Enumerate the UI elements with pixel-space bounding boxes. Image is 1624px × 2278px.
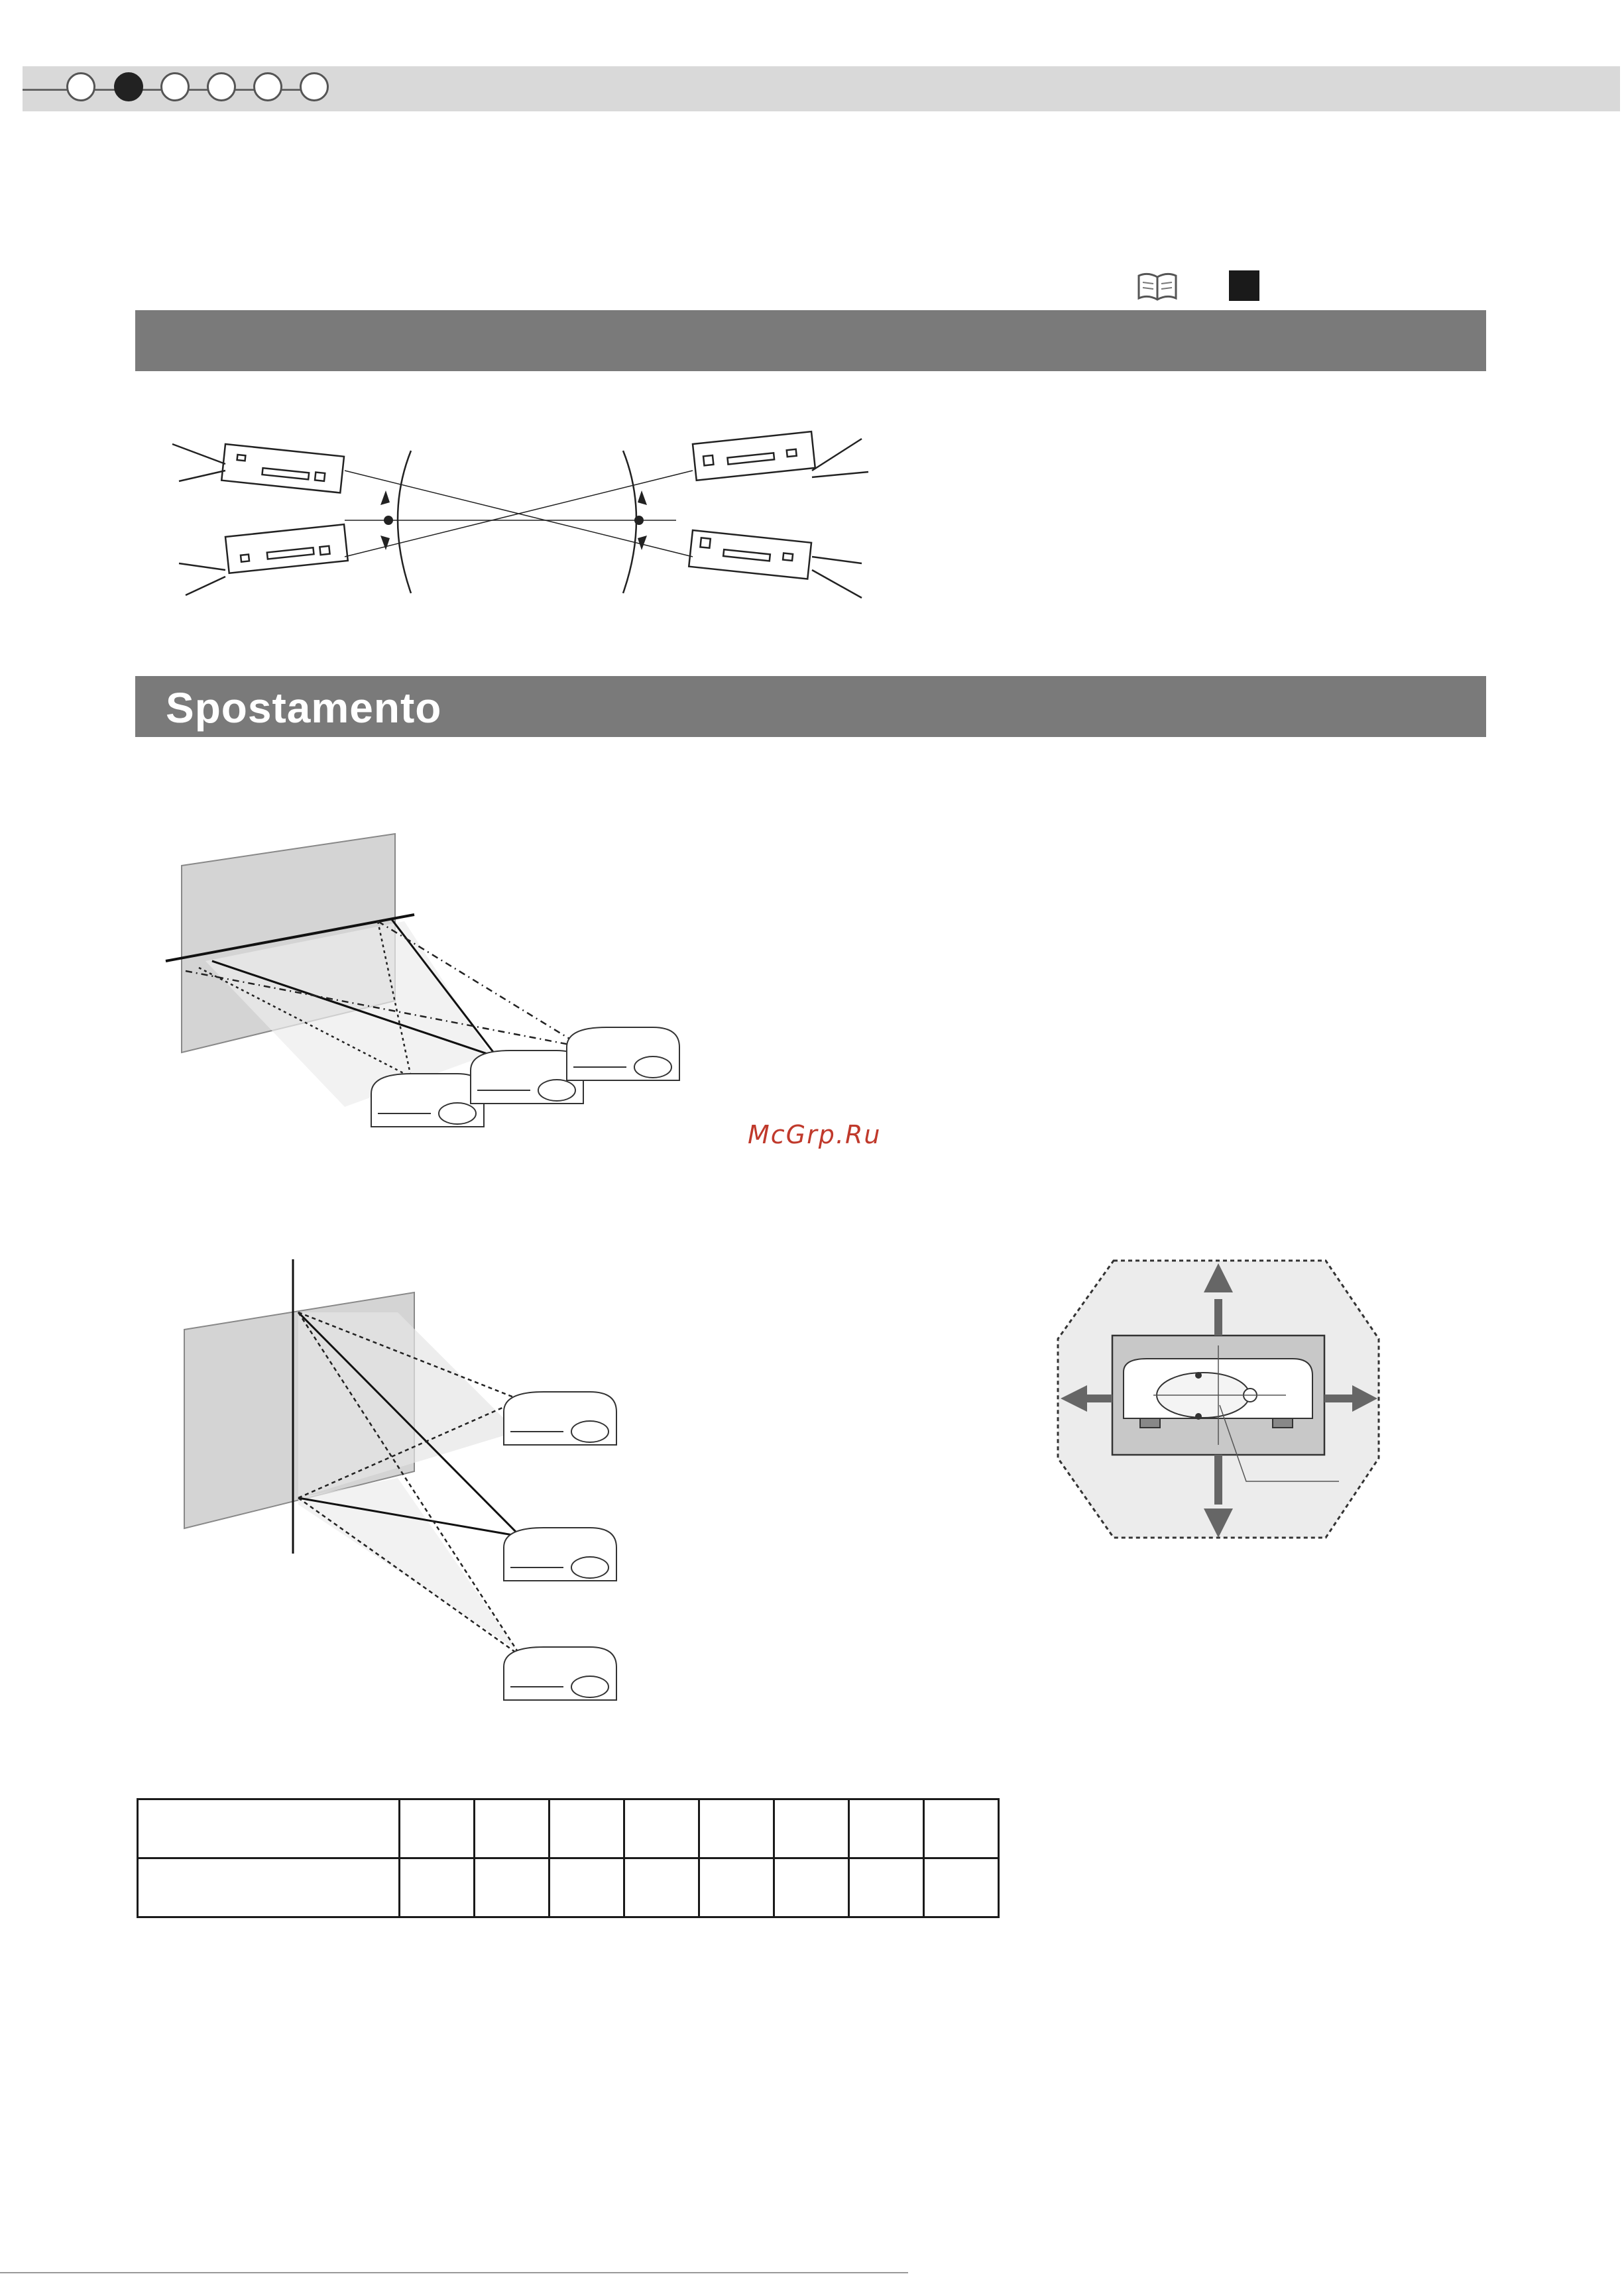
- table-row: [138, 1799, 999, 1858]
- table-cell: [400, 1799, 475, 1858]
- table-cell: [400, 1858, 475, 1917]
- table-cell: [624, 1799, 699, 1858]
- section-title-shift: Spostamento: [166, 684, 442, 732]
- step-indicator-2-active: [114, 72, 143, 101]
- projector-shift-right: [567, 1027, 679, 1080]
- projector-left-lower: [225, 524, 348, 573]
- shift-range-diagram: [1054, 1259, 1385, 1544]
- vertical-shift-diagram: [179, 1259, 643, 1723]
- table-cell: [774, 1799, 849, 1858]
- table-header-cell: [138, 1858, 400, 1917]
- table-cell: [550, 1799, 624, 1858]
- table-header-cell: [138, 1799, 400, 1858]
- projector-vertical-middle: [504, 1528, 616, 1581]
- table-cell: [475, 1858, 550, 1917]
- section-band-installation: [135, 310, 1486, 371]
- projector-right-upper: [693, 431, 815, 481]
- table-cell: [924, 1799, 999, 1858]
- table-cell: [699, 1799, 774, 1858]
- step-indicator-1: [66, 72, 95, 101]
- table-cell: [624, 1858, 699, 1917]
- projector-vertical-bottom: [504, 1647, 616, 1700]
- table-cell: [475, 1799, 550, 1858]
- table-row: [138, 1858, 999, 1917]
- step-indicator-4: [207, 72, 236, 101]
- projector-left-upper: [221, 444, 344, 493]
- table-cell: [849, 1858, 924, 1917]
- table-cell: [849, 1799, 924, 1858]
- step-indicator-5: [253, 72, 282, 101]
- table-cell: [924, 1858, 999, 1917]
- projector-right-lower: [689, 530, 811, 579]
- watermark-text: McGrp.Ru: [748, 1120, 882, 1149]
- projector-shift-left: [371, 1074, 484, 1127]
- footer-divider: [0, 2272, 908, 2273]
- table-cell: [699, 1858, 774, 1917]
- book-icon: [1136, 272, 1179, 301]
- table-cell: [550, 1858, 624, 1917]
- tilt-angle-diagram: [172, 424, 875, 610]
- horizontal-shift-diagram: [159, 828, 716, 1160]
- black-square-icon: [1229, 270, 1259, 301]
- step-indicator-3: [160, 72, 190, 101]
- table-cell: [774, 1858, 849, 1917]
- step-indicator-6: [300, 72, 329, 101]
- shift-values-table: [137, 1798, 1000, 1918]
- projector-vertical-top: [504, 1392, 616, 1445]
